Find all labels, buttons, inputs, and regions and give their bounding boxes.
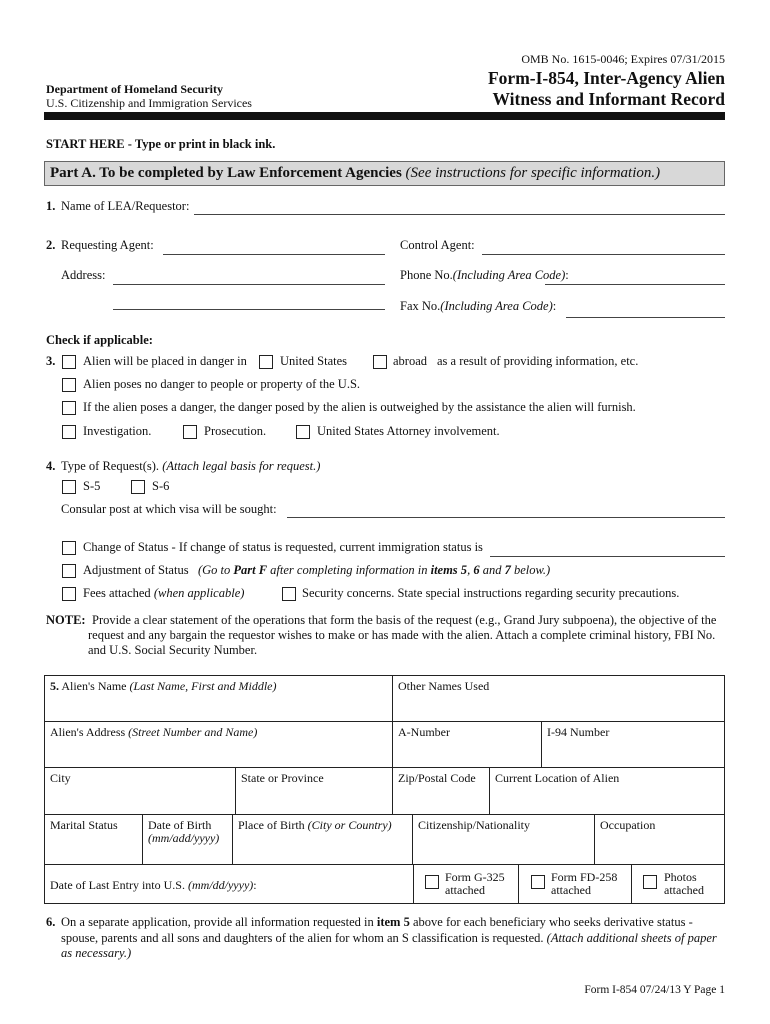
fees-hint: (when applicable) xyxy=(153,586,245,600)
adjustment-label xyxy=(83,563,550,578)
security-label: Security concerns. State special instructions regarding security precautions. xyxy=(302,586,680,600)
photos-checkbox[interactable] xyxy=(643,875,657,889)
i94-label: I-94 Number xyxy=(547,725,610,739)
prosecution-label: Prosecution. xyxy=(204,424,267,438)
item1-number: 1. xyxy=(46,199,56,213)
city-cell[interactable] xyxy=(44,767,236,815)
adj-after: after completing information in xyxy=(270,563,428,577)
adj-and: and xyxy=(482,563,502,577)
fees-text: Fees attached xyxy=(83,586,151,600)
attorney-label: United States Attorney involvement. xyxy=(317,424,500,438)
pob-label: Place of Birth xyxy=(238,818,305,832)
s5-label: S-5 xyxy=(83,479,101,493)
g325-label xyxy=(445,871,505,897)
requesting-agent-label: Requesting Agent: xyxy=(61,238,154,252)
change-status-checkbox[interactable] xyxy=(62,541,76,555)
consular-label: Consular post at which visa will be sought: xyxy=(61,502,277,516)
fd258-label-line2: attached xyxy=(551,883,591,897)
state-cell[interactable] xyxy=(235,767,393,815)
fax-field[interactable] xyxy=(566,317,725,318)
requesting-agent-field[interactable] xyxy=(163,254,385,255)
change-status-label: Change of Status - If change of status is requested, current immigration status is xyxy=(83,540,483,554)
item4-hint: (Attach legal basis for request.) xyxy=(162,459,321,473)
zip-label: Zip/Postal Code xyxy=(398,771,476,785)
dob-hint: (mm/add/yyyy) xyxy=(148,831,220,845)
g325-label-line1: Form G-325 xyxy=(445,870,505,884)
g325-label-line2: attached xyxy=(445,883,485,897)
no-danger-label: Alien poses no danger to people or property of the U.S. xyxy=(83,377,361,391)
item1-label: Name of LEA/Requestor: xyxy=(61,199,190,213)
fees-label xyxy=(83,586,244,601)
investigation-checkbox[interactable] xyxy=(62,425,76,439)
s6-label: S-6 xyxy=(152,479,170,493)
alien-name-cell[interactable] xyxy=(44,675,393,722)
photos-label xyxy=(664,871,704,897)
attachments-divider-2 xyxy=(631,865,632,903)
attorney-checkbox[interactable] xyxy=(296,425,310,439)
s5-checkbox[interactable] xyxy=(62,480,76,494)
dob-label: Date of Birth xyxy=(148,818,212,832)
adjustment-text: Adjustment of Status xyxy=(83,563,189,577)
phone-label-text: Phone No. xyxy=(400,268,453,282)
united-states-label: United States xyxy=(280,354,348,368)
adj-6: 6 xyxy=(473,563,480,577)
security-checkbox[interactable] xyxy=(282,587,296,601)
item2-number: 2. xyxy=(46,238,56,252)
abroad-label: abroad xyxy=(393,354,428,368)
form-title-line2: Witness and Informant Record xyxy=(492,89,725,109)
adj-items: items 5 xyxy=(430,563,468,577)
note-line1: Provide a clear statement of the operations that form the basis of the request (e.g., Grand Jury subpoena), the objective of the xyxy=(92,613,717,627)
alien-name-label: Alien's Name xyxy=(61,679,127,693)
prosecution-checkbox[interactable] xyxy=(183,425,197,439)
state-label: State or Province xyxy=(241,771,324,785)
header-rule xyxy=(44,112,725,120)
adjustment-checkbox[interactable] xyxy=(62,564,76,578)
attachments-divider-1 xyxy=(518,865,519,903)
item6-line2 xyxy=(61,931,717,946)
current-location-label: Current Location of Alien xyxy=(495,771,620,785)
lea-requestor-field[interactable] xyxy=(194,214,725,215)
address-field-line1[interactable] xyxy=(113,284,385,285)
current-location-cell[interactable] xyxy=(489,767,725,815)
a-number-cell[interactable] xyxy=(392,721,542,768)
investigation-label: Investigation. xyxy=(83,424,152,438)
form-title xyxy=(440,68,725,110)
fax-label xyxy=(400,299,556,314)
city-label: City xyxy=(50,771,71,785)
abroad-checkbox[interactable] xyxy=(373,355,387,369)
item4-number: 4. xyxy=(46,459,56,473)
danger-checkbox[interactable] xyxy=(62,355,76,369)
united-states-checkbox[interactable] xyxy=(259,355,273,369)
alien-address-cell[interactable] xyxy=(44,721,393,768)
phone-colon: : xyxy=(565,268,569,282)
item6-line1 xyxy=(61,915,693,930)
attachments-cell xyxy=(413,864,725,904)
control-agent-field[interactable] xyxy=(482,254,725,255)
fax-label-text: Fax No. xyxy=(400,299,441,313)
other-names-cell[interactable] xyxy=(392,675,725,722)
check-if-applicable-label: Check if applicable: xyxy=(46,333,153,347)
address-field-line2[interactable] xyxy=(113,309,385,310)
omb-number: OMB No. 1615-0046; Expires 07/31/2015 xyxy=(521,52,725,66)
marital-label: Marital Status xyxy=(50,818,118,832)
adj-below: below.) xyxy=(513,563,551,577)
outweighed-checkbox[interactable] xyxy=(62,401,76,415)
fd258-label xyxy=(551,871,617,897)
pob-cell[interactable] xyxy=(232,814,413,865)
occupation-label: Occupation xyxy=(600,818,656,832)
item6-text2: above for each beneficiary who seeks derivative status - xyxy=(412,915,693,929)
last-entry-cell[interactable] xyxy=(44,864,414,904)
note-line2: request and any bargain the requestor wishes to make or has made with the alien. Attach a complete criminal history, FBI No. xyxy=(88,628,716,642)
marital-cell[interactable] xyxy=(44,814,143,865)
fd258-checkbox[interactable] xyxy=(531,875,545,889)
g325-checkbox[interactable] xyxy=(425,875,439,889)
adj-part-f: Part F xyxy=(233,563,268,577)
zip-cell[interactable] xyxy=(392,767,490,815)
address-label: Address: xyxy=(61,268,106,282)
form-footer: Form I-854 07/24/13 Y Page 1 xyxy=(584,984,725,996)
as-result-text: as a result of providing information, etc. xyxy=(437,354,639,368)
danger-label: Alien will be placed in danger in xyxy=(83,354,247,368)
current-status-field[interactable] xyxy=(490,556,725,557)
fax-hint: (Including Area Code) xyxy=(440,299,553,313)
department-name: Department of Homeland Security xyxy=(46,82,223,96)
last-entry-label: Date of Last Entry into U.S. xyxy=(50,878,185,892)
fees-checkbox[interactable] xyxy=(62,587,76,601)
item6-number: 6. xyxy=(46,915,56,929)
control-agent-label: Control Agent: xyxy=(400,238,475,252)
part-a-title xyxy=(50,165,660,182)
i94-cell[interactable] xyxy=(541,721,725,768)
photos-label-line2: attached xyxy=(664,883,704,897)
phone-label xyxy=(400,268,569,283)
alien-address-hint: (Street Number and Name) xyxy=(128,725,258,739)
occupation-cell[interactable] xyxy=(594,814,725,865)
fd258-label-line1: Form FD-258 xyxy=(551,870,618,884)
dob-cell[interactable] xyxy=(142,814,233,865)
citizenship-cell[interactable] xyxy=(412,814,595,865)
start-here-instruction: START HERE - Type or print in black ink. xyxy=(46,137,276,151)
phone-field[interactable] xyxy=(545,284,725,285)
adj-go: (Go to xyxy=(197,563,231,577)
a-number-label: A-Number xyxy=(398,725,450,739)
agency-name: U.S. Citizenship and Immigration Services xyxy=(46,96,252,110)
item6-item5-ref: item 5 xyxy=(376,915,410,929)
last-entry-hint: (mm/dd/yyyy) xyxy=(187,878,254,892)
note-label: NOTE: xyxy=(46,613,86,627)
other-names-label: Other Names Used xyxy=(398,679,490,693)
no-danger-checkbox[interactable] xyxy=(62,378,76,392)
adj-7: 7 xyxy=(504,563,511,577)
phone-hint: (Including Area Code) xyxy=(452,268,566,282)
note-line3: and U.S. Social Security Number. xyxy=(88,643,258,657)
item4-label xyxy=(61,459,320,474)
item6-line3: as necessary.) xyxy=(61,946,132,960)
item6-text1: On a separate application, provide all information requested in xyxy=(61,915,374,929)
outweighed-label: If the alien poses a danger, the danger posed by the alien is outweighed by the assistance the alien will furnish. xyxy=(83,400,636,414)
part-a-title-text: Part A. To be completed by Law Enforcement Agencies xyxy=(50,165,402,181)
item3-number: 3. xyxy=(46,354,56,368)
last-entry-colon: : xyxy=(253,878,257,892)
pob-hint: (City or Country) xyxy=(307,818,392,832)
s6-checkbox[interactable] xyxy=(131,480,145,494)
photos-label-line1: Photos xyxy=(664,870,697,884)
form-title-line1: Form-I-854, Inter-Agency Alien xyxy=(487,68,725,88)
item5-number: 5. xyxy=(50,679,59,693)
fax-colon: : xyxy=(552,299,557,313)
item4-label-text: Type of Request(s). xyxy=(61,459,160,473)
part-a-subtitle: (See instructions for specific information.) xyxy=(405,165,661,181)
alien-name-hint: (Last Name, First and Middle) xyxy=(129,679,277,693)
adj-comma: , xyxy=(467,563,471,577)
alien-address-label: Alien's Address xyxy=(50,725,126,739)
citizenship-label: Citizenship/Nationality xyxy=(418,818,530,832)
consular-field[interactable] xyxy=(287,517,725,518)
item6-line2-hint: (Attach additional sheets of paper xyxy=(546,931,717,945)
item6-line2-text: spouse, parents and all sons and daughters of the alien for whom an S classification is requested. xyxy=(61,931,544,945)
